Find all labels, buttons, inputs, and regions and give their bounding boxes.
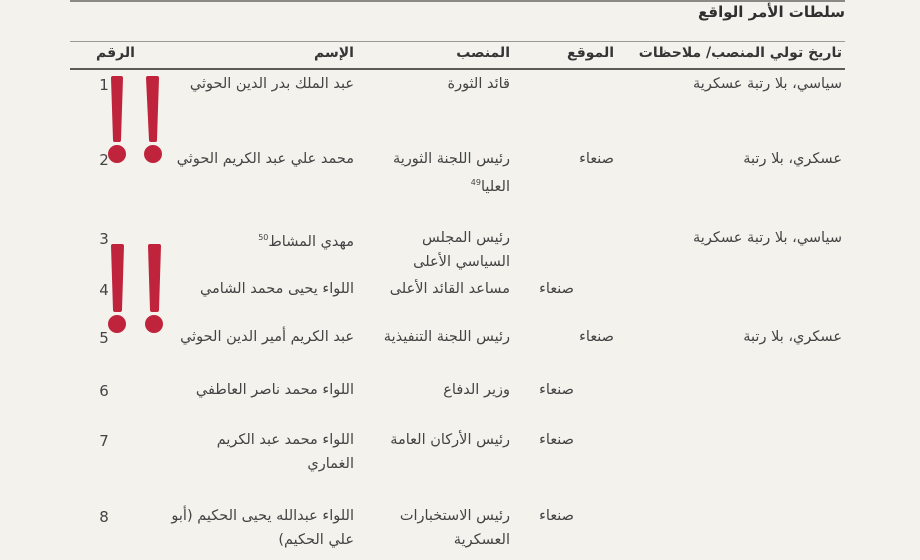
row-1-name: عبد الملك بدر الدين الحوثي bbox=[189, 76, 354, 92]
row-4-number: 4 bbox=[99, 281, 109, 299]
table-caption: سلطات الأمر الواقع bbox=[698, 3, 845, 21]
annotation-mark-1 bbox=[104, 74, 144, 164]
top-rule bbox=[70, 0, 845, 2]
annotation-mark-2 bbox=[140, 74, 180, 164]
row-4-position: مساعد القائد الأعلى bbox=[389, 281, 510, 297]
row-6-position: وزير الدفاع bbox=[443, 382, 510, 398]
row-2-notes: عسكري، بلا رتبة bbox=[743, 151, 842, 167]
row-2-number: 2 bbox=[99, 151, 109, 169]
row-5-position: رئيس اللجنة التنفيذية bbox=[383, 329, 510, 345]
header-number: الرقم bbox=[96, 45, 135, 61]
annotation-mark-3 bbox=[104, 244, 144, 334]
row-3-notes: سياسي، بلا رتبة عسكرية bbox=[693, 230, 842, 246]
row-5-name: عبد الكريم أمير الدين الحوثي bbox=[180, 329, 354, 345]
row-1-notes: سياسي، بلا رتبة عسكرية bbox=[693, 76, 842, 92]
row-3-name: مهدي المشاط$^{50}$ bbox=[258, 233, 354, 250]
row-2-position: رئيس اللجنة الثورية العليا$^{49}$ bbox=[393, 151, 510, 195]
row-4-location: صنعاء bbox=[539, 281, 574, 297]
row-6-name: اللواء محمد ناصر العاطفي bbox=[195, 382, 354, 398]
row-4-name: اللواء يحيى محمد الشامي bbox=[199, 281, 354, 297]
row-3-number: 3 bbox=[99, 230, 109, 248]
row-8-name: اللواء عبدالله يحيى الحكيم (أبو علي الحكيم) bbox=[171, 508, 354, 548]
header-bottom-rule bbox=[70, 68, 845, 70]
header-top-rule bbox=[70, 41, 845, 42]
row-7-number: 7 bbox=[99, 432, 109, 450]
annotation-mark-4 bbox=[141, 244, 181, 334]
row-8-location: صنعاء bbox=[539, 508, 574, 524]
row-1-position: قائد الثورة bbox=[447, 76, 510, 92]
row-7-position: رئيس الأركان العامة bbox=[390, 432, 510, 448]
row-5-notes: عسكري، بلا رتبة bbox=[743, 329, 842, 345]
header-location: الموقع bbox=[567, 45, 614, 61]
row-2-name: محمد علي عبد الكريم الحوثي bbox=[176, 151, 354, 167]
header-position: المنصب bbox=[456, 45, 510, 61]
row-6-number: 6 bbox=[99, 382, 109, 400]
row-3-position: رئيس المجلس السياسي الأعلى bbox=[413, 230, 510, 270]
row-7-name: اللواء محمد عبد الكريم الغماري bbox=[216, 432, 354, 472]
row-1-number: 1 bbox=[99, 76, 109, 94]
row-6-location: صنعاء bbox=[539, 382, 574, 398]
row-5-location: صنعاء bbox=[579, 329, 614, 345]
row-8-number: 8 bbox=[99, 508, 109, 526]
row-7-location: صنعاء bbox=[539, 432, 574, 448]
row-2-location: صنعاء bbox=[579, 151, 614, 167]
row-5-number: 5 bbox=[99, 329, 109, 347]
header-name: الإسم bbox=[314, 45, 354, 61]
header-notes: تاريخ تولي المنصب/ ملاحظات bbox=[638, 45, 842, 61]
row-8-position: رئيس الاستخبارات العسكرية bbox=[399, 508, 510, 548]
